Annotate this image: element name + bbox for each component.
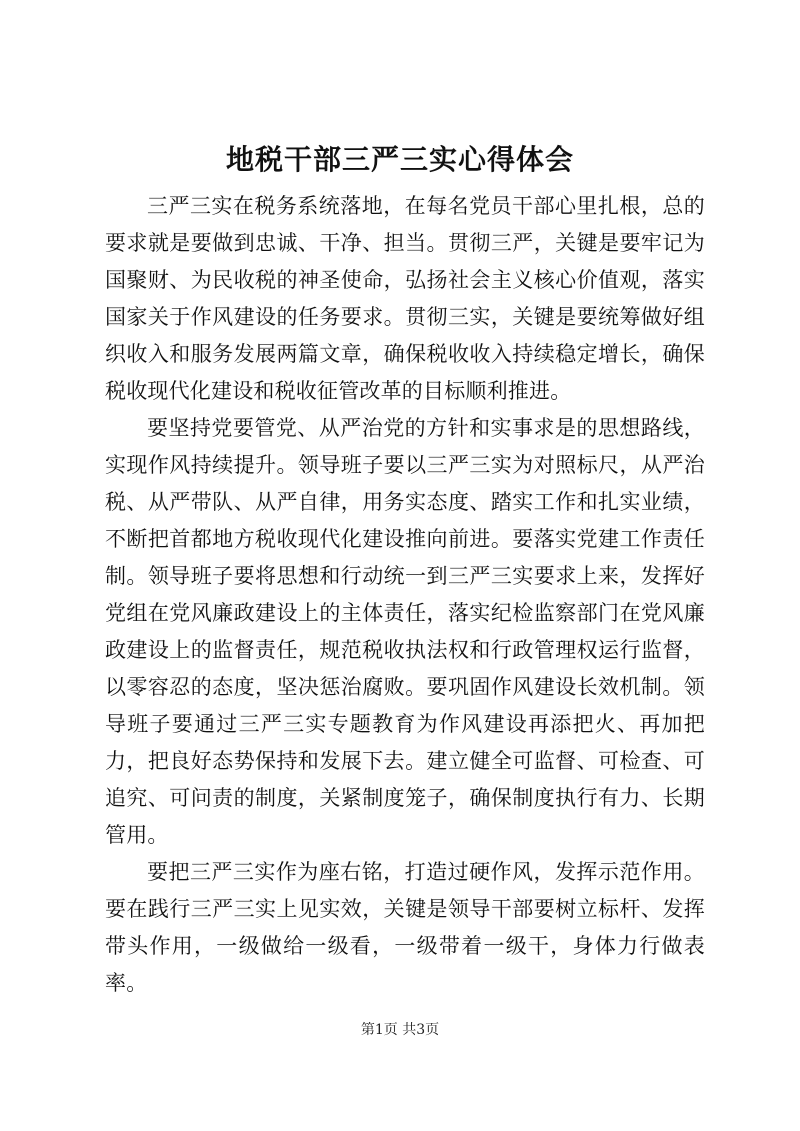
- page-footer: 第1页 共3页: [360, 1022, 440, 1038]
- document-title: 地税干部三严三实心得体会: [225, 143, 574, 176]
- paragraph-2: 要坚持党要管党、从严治党的方针和实事求是的思想路线，实现作风持续提升。领导班子要以三严三实为对照标尺，从严治税、从严带队、从严自律，用务实态度、踏实工作和扎实业绩，不断把首都地方税收现代化建设推向前进。要落实党建工作责任制。领导班子要将思想和行动统一到三严三实要求上来，发挥好党组在党风廉政建设上的主体责任，落实纪检监察部门在党风廉政建设上的监督责任，规范税收执法权和行政管理权运行监督，以零容忍的态度，坚决惩治腐败。要巩固作风建设长效机制。领导班子要通过三严三实专题教育为作风建设再添把火、再加把力，把良好态势保持和发展下去。建立健全可监督、可检查、可追究、可问责的制度，关紧制度笼子，确保制度执行有力、长期管用。: [105, 416, 705, 847]
- paragraph-1: 三严三实在税务系统落地，在每名党员干部心里扎根，总的要求就是要做到忠诚、干净、担当。贯彻三严，关键是要牢记为国聚财、为民收税的神圣使命，弘扬社会主义核心价值观，落实国家关于作风建设的任务要求。贯彻三实，关键是要统筹做好组织收入和服务发展两篇文章，确保税收收入持续稳定增长，确保税收现代化建设和税收征管改革的目标顺利推进。: [105, 194, 705, 403]
- document-body: [105, 188, 705, 1002]
- paragraph-3: 要把三严三实作为座右铭，打造过硬作风，发挥示范作用。要在践行三严三实上见实效，关键是领导干部要树立标杆、发挥带头作用，一级做给一级看，一级带着一级干，身体力行做表率。: [105, 860, 705, 995]
